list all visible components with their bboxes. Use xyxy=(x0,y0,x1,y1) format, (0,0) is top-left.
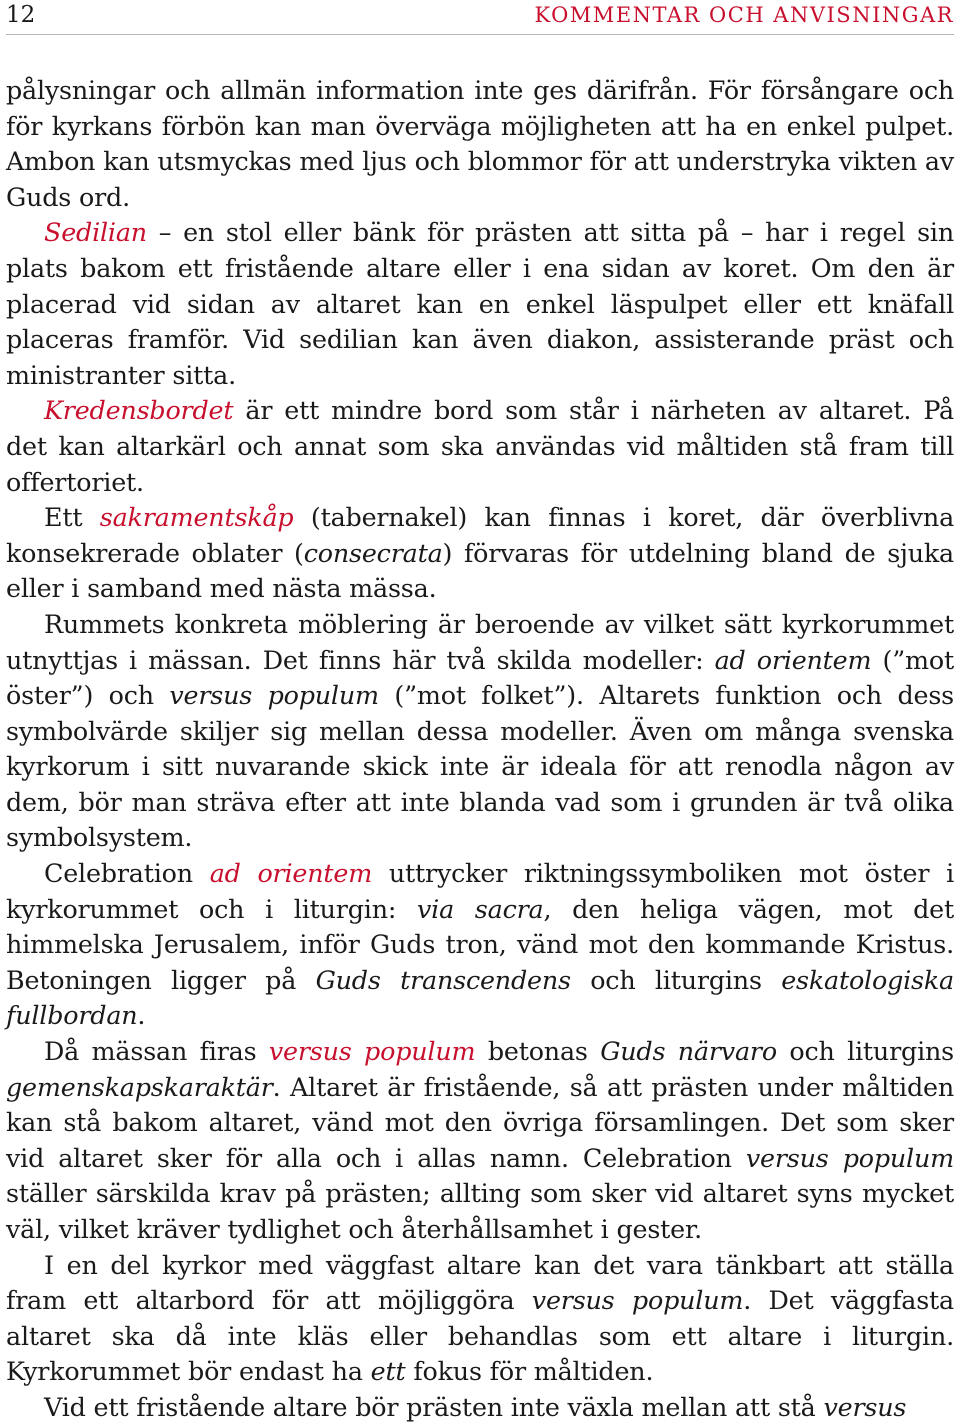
italic-term: versus populum xyxy=(169,680,379,711)
text-run: fokus för måltiden. xyxy=(405,1356,654,1387)
paragraph-4 xyxy=(6,500,954,607)
paragraph-1 xyxy=(6,73,954,215)
italic-term: ad orientem xyxy=(714,644,872,675)
page-number: 12 xyxy=(6,2,36,28)
italic-term: versus populum xyxy=(531,1285,744,1316)
italic-term: via sacra xyxy=(417,893,544,924)
text-run: Celebration xyxy=(44,858,210,889)
body-text xyxy=(6,73,954,1426)
text-run: (”mot öster”) och xyxy=(6,644,954,711)
italic-term: gemenskapskaraktär xyxy=(6,1071,273,1102)
italic-term: versus xyxy=(823,1391,907,1422)
text-run: Ett xyxy=(44,502,100,533)
highlighted-term: ad orientem xyxy=(209,858,373,889)
text-run: . Det väggfasta altaret ska då inte kläs eller behandlas som ett altare i liturgin. Kyrkorummet bör endast ha xyxy=(6,1285,954,1387)
paragraph-9 xyxy=(6,1390,954,1426)
text-run: – en stol eller bänk för prästen att sitta på – har i regel sin plats bakom ett fristående altare eller i ena sidan av koret. Om den är placerad vid sidan av altaret kan en enkel läspulpet eller ett knäfall placeras framför. Vid sedilian kan även diakon, assisterande präst och ministranter sitta. xyxy=(6,217,954,390)
paragraph-8 xyxy=(6,1248,954,1390)
highlighted-term: Kredensbordet xyxy=(44,395,234,426)
text-run: ) förvaras för utdelning bland de sjuka eller i samband med nästa mässa. xyxy=(6,537,954,604)
running-head: KOMMENTAR OCH ANVISNINGAR xyxy=(534,3,954,27)
highlighted-term: versus populum xyxy=(268,1036,476,1067)
text-run: uttrycker riktningssymboliken mot öster i kyrkorummet och i liturgin: xyxy=(6,858,954,924)
text-run: och liturgins xyxy=(570,964,782,995)
highlighted-term: Sedilian xyxy=(44,217,147,248)
italic-term: versus populum xyxy=(745,1142,954,1173)
text-run: Vid ett fristående altare bör prästen inte växla mellan att stå xyxy=(44,1391,824,1422)
text-run: och liturgins xyxy=(776,1036,954,1067)
italic-term: consecrata xyxy=(303,537,443,568)
italic-term: Guds transcendens xyxy=(315,964,571,995)
page-header xyxy=(6,0,954,35)
italic-term: ett xyxy=(370,1356,406,1387)
italic-term: eskatologiska fullbordan xyxy=(6,964,954,1031)
text-run: . Altaret är fristående, så att prästen under måltiden kan stå bakom altaret, vänd mot den övriga församlingen. Det som sker vid altaret sker för alla och i allas namn. Celebration xyxy=(6,1071,954,1173)
highlighted-term: sakramentskåp xyxy=(99,502,294,533)
text-run: betonas xyxy=(475,1036,601,1067)
text-run: Rummets konkreta möblering är beroende av vilket sätt kyrkorummet utnyttjas i mässan. Det finns här två skilda modeller: xyxy=(6,608,954,675)
paragraph-5 xyxy=(6,607,954,856)
text-run: (”mot folket”). Altarets funktion och dess symbolvärde skiljer sig mellan dessa modeller. Även om många svenska kyrkorum i sitt nuvarande skick inte är ideala för att renodla någon av dem, bör man sträva efter att inte blanda vad som i grunden är två olika symbolsystem. xyxy=(6,680,955,853)
paragraph-2 xyxy=(6,215,954,393)
text-run: ställer särskilda krav på prästen; allting som sker vid altaret syns mycket väl, vilket kräver tydlighet och återhållsamhet i gester. xyxy=(6,1178,954,1244)
paragraph-7 xyxy=(6,1034,954,1248)
paragraph-6 xyxy=(6,856,954,1034)
italic-term: Guds närvaro xyxy=(600,1036,777,1067)
text-run: pålysningar och allmän information inte ges därifrån. För försångare och för kyrkans förbön kan man överväga möjligheten att ha en enkel pulpet. Ambon kan utsmyckas med ljus och blommor för att understryka vikten av Guds ord. xyxy=(6,75,954,212)
text-run: I en del kyrkor med väggfast altare kan det vara tänkbart att ställa fram ett altarbord för att möjliggöra xyxy=(6,1249,954,1316)
text-run: är ett mindre bord som står i närheten av altaret. På det kan altarkärl och annat som ska användas vid måltiden stå fram till offertoriet. xyxy=(6,395,954,497)
text-run: Då mässan firas xyxy=(44,1036,269,1067)
text-run: , den heliga vägen, mot det himmelska Jerusalem, inför Guds tron, vänd mot den kommande Kristus. Betoningen ligger på xyxy=(6,893,954,995)
paragraph-3 xyxy=(6,393,954,500)
text-run: (tabernakel) kan finnas i koret, där överblivna konsekrerade oblater ( xyxy=(6,502,955,568)
text-run: . xyxy=(137,1000,146,1031)
